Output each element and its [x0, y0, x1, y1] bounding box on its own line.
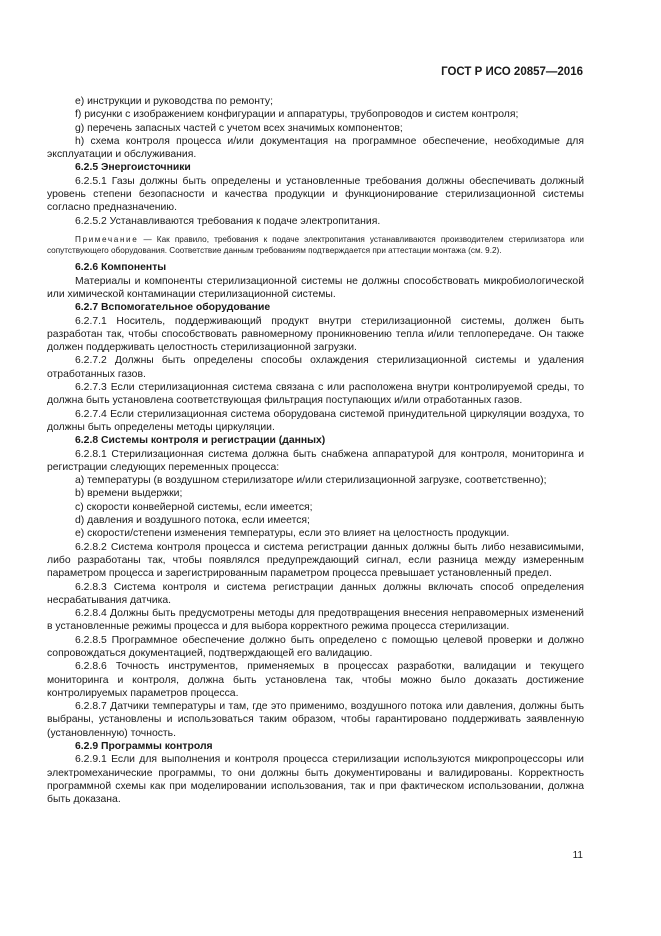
paragraph: 6.2.8.5 Программное обеспечение должно быть определено с помощью целевой проверки и должно сопровождаться документацией, подтверждающей его валидацию. [47, 634, 584, 659]
paragraph: 6.2.7.2 Должны быть определены способы охлаждения стерилизационной системы и удаления отработанных газов. [47, 355, 584, 380]
paragraph: 6.2.9.1 Если для выполнения и контроля процесса стерилизации используются микропроцессоры или электромеханические программы, то они должны быть документированы и валидированы. Корректность программной схемы как при моделировании использования, так и при фактическом использовании, должна быть доказана. [47, 754, 584, 806]
section-heading: 6.2.6 Компоненты [75, 262, 167, 274]
paragraph: 6.2.8.2 Система контроля процесса и система регистрации данных должны быть либо независимыми, либо разработаны так, чтобы появлялся предупреждающий сигнал, если разница между измеренным параметром процесса и зарегистрированным параметром процесса превышает установленный предел. [47, 541, 584, 580]
section-heading: 6.2.8 Системы контроля и регистрации (данных) [75, 435, 326, 447]
list-item: c) скорости конвейерной системы, если имеется; [75, 501, 313, 513]
paragraph: 6.2.8.3 Система контроля и система регистрации данных должны включать способ определения несрабатывания датчика. [47, 581, 584, 606]
paragraph: 6.2.5.2 Устанавливаются требования к подаче электропитания. [75, 215, 381, 227]
list-item: e) инструкции и руководства по ремонту; [75, 96, 273, 107]
list-item: a) температуры (в воздушном стерилизаторе и/или стерилизационной загрузке, соответственно); [75, 475, 547, 487]
list-item: h) схема контроля процесса и/или документация на программное обеспечение, необходимые для эксплуатации и обслуживания. [47, 135, 584, 161]
note-label: Примечание [75, 234, 139, 244]
list-item: f) рисунки с изображением конфигурации и аппаратуры, трубопроводов и систем контроля; [75, 109, 519, 121]
paragraph: 6.2.8.7 Датчики температуры и там, где это применимо, воздушного потока или давления, должны быть выбраны, установлены и использоваться таким образом, чтобы гарантировано поддерживать заявленную (установленную) точность. [47, 701, 584, 739]
section-heading: 6.2.9 Программы контроля [75, 741, 213, 753]
page-number: 11 [572, 850, 583, 861]
paragraph: 6.2.7.1 Носитель, поддерживающий продукт внутри стерилизационной системы, должен быть разработан так, чтобы способствовать равномерному проникновению тепла и/или теплопередаче. Он также должен поддерживать целостность стерилизационной загрузки. [47, 315, 584, 354]
paragraph: 6.2.8.4 Должны быть предусмотрены методы для предотвращения внесения неправомерных изменений в установленные режимы процесса и для выбора корректного режима процесса стерилизации. [47, 608, 584, 633]
list-item: g) перечень запасных частей с учетом всех значимых компонентов; [75, 122, 403, 134]
section-heading: 6.2.5 Энергоисточники [75, 162, 191, 174]
paragraph: 6.2.5.1 Газы должны быть определены и установленные требования должны обеспечивать должный уровень степени безопасности и качества продукции и функционирование стерилизационной системы согласно предназначению. [47, 175, 584, 214]
paragraph: Материалы и компоненты стерилизационной системы не должны способствовать микробиологической или химической контаминации стерилизационной системы. [47, 275, 584, 300]
paragraph: 6.2.7.4 Если стерилизационная система оборудована системой принудительной циркуляции воздуха, то должны быть определены методы циркуляции. [47, 408, 584, 433]
paragraph: 6.2.8.1 Стерилизационная система должна быть снабжена аппаратурой для контроля, мониторинга и регистрации следующих переменных процесса: [47, 448, 584, 473]
paragraph: 6.2.8.6 Точность инструментов, применяемых в процессах разработки, валидации и текущего мониторинга и контроля, должна быть установлена так, чтобы можно было доказать достижение контролируемых параметров процесса. [47, 661, 584, 699]
document-header: ГОСТ Р ИСО 20857—2016 [441, 66, 583, 78]
note-text: — Как правило, требования к подаче электропитания устанавливаются производителем стерилизатора или сопутствующего оборудования. Соответствие данным требованиям подтверждается при аттестации монтажа (см. 9.2). [47, 234, 584, 256]
section-heading: 6.2.7 Вспомогательное оборудование [75, 302, 271, 314]
list-item: e) скорости/степени изменения температуры, если это влияет на целостность продукции. [75, 528, 510, 540]
document-body [47, 95, 584, 807]
paragraph: 6.2.7.3 Если стерилизационная система связана с или расположена внутри контролируемой среды, то должна быть установлена соответствующая фильтрация поступающих и/или отработанных газов. [47, 382, 584, 407]
list-item: b) времени выдержки; [75, 488, 183, 500]
list-item: d) давления и воздушного потока, если имеется; [75, 515, 310, 527]
note [47, 234, 584, 256]
